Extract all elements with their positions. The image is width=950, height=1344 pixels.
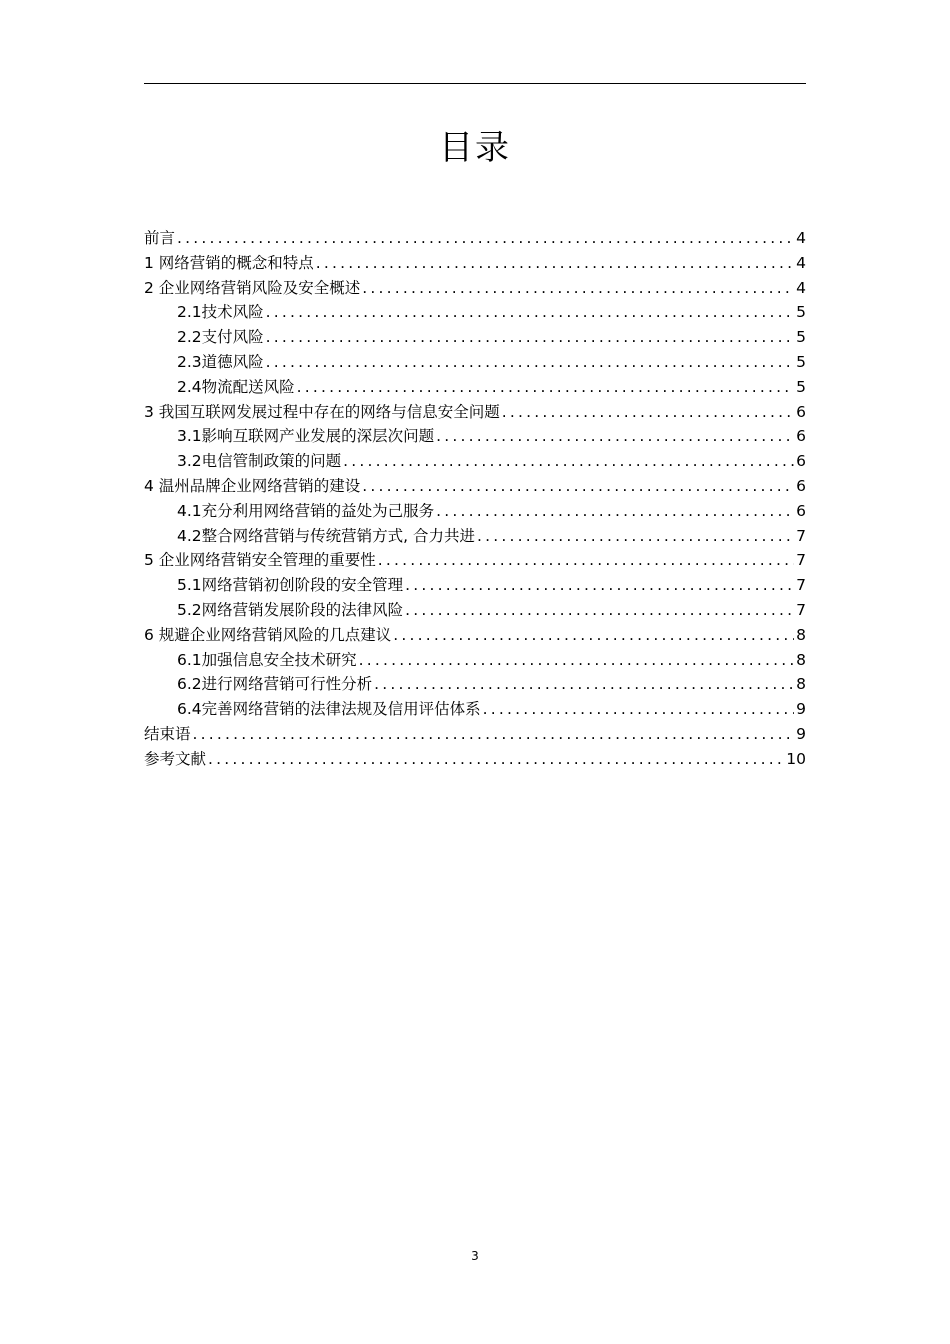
toc-entry-page-number: 6 xyxy=(796,427,806,446)
toc-dot-leader xyxy=(378,548,794,573)
toc-entry-page-number: 5 xyxy=(796,328,806,347)
toc-entry-page-number: 7 xyxy=(796,600,806,619)
toc-entry-page-number: 10 xyxy=(786,749,806,768)
toc-entry[interactable] xyxy=(144,474,806,499)
toc-dot-leader xyxy=(362,474,794,499)
toc-entry-label: 2 企业网络营销风险及安全概述 xyxy=(144,278,361,297)
toc-dot-leader xyxy=(208,747,784,772)
toc-dot-leader xyxy=(374,672,794,697)
toc-entry[interactable] xyxy=(144,276,806,301)
toc-entry[interactable] xyxy=(144,524,806,549)
toc-entry[interactable] xyxy=(144,251,806,276)
toc-dot-leader xyxy=(266,350,794,375)
toc-dot-leader xyxy=(405,598,794,623)
toc-entry[interactable] xyxy=(144,648,806,673)
toc-dot-leader xyxy=(477,524,794,549)
toc-entry[interactable] xyxy=(144,722,806,747)
toc-entry[interactable] xyxy=(144,573,806,598)
toc-entry[interactable] xyxy=(144,598,806,623)
toc-entry-page-number: 4 xyxy=(796,229,806,247)
toc-entry-page-number: 6 xyxy=(796,452,806,471)
toc-dot-leader xyxy=(393,623,794,648)
toc-dot-leader xyxy=(193,722,795,747)
toc-entry-label: 6 规避企业网络营销风险的几点建议 xyxy=(144,625,392,644)
toc-dot-leader xyxy=(359,648,794,673)
toc-entry-label: 4.1充分利用网络营销的益处为己服务 xyxy=(177,501,435,520)
toc-entry[interactable] xyxy=(144,424,806,449)
toc-entry-page-number: 8 xyxy=(796,625,806,644)
toc-entry[interactable] xyxy=(144,449,806,474)
header-rule xyxy=(144,83,806,84)
footer-page-number: 3 xyxy=(471,1249,479,1263)
toc-entry-label: 6.4完善网络营销的法律法规及信用评估体系 xyxy=(177,700,481,719)
toc-dot-leader xyxy=(436,499,794,524)
toc-entry-page-number: 5 xyxy=(796,303,806,322)
toc-dot-leader xyxy=(436,424,794,449)
toc-entry-label: 3.2电信管制政策的问题 xyxy=(177,452,342,471)
toc-entry-page-number: 6 xyxy=(796,402,806,421)
toc-entry-label: 3 我国互联网发展过程中存在的网络与信息安全问题 xyxy=(144,402,500,421)
toc-entry-page-number: 5 xyxy=(796,352,806,371)
toc-entry[interactable] xyxy=(144,623,806,648)
toc-dot-leader xyxy=(405,573,794,598)
toc-entry-page-number: 9 xyxy=(796,700,806,719)
toc-entry-label: 2.3道德风险 xyxy=(177,352,264,371)
toc-entry[interactable] xyxy=(144,672,806,697)
toc-entry-page-number: 8 xyxy=(796,675,806,694)
toc-entry-label: 2.1技术风险 xyxy=(177,303,264,322)
toc-dot-leader xyxy=(343,449,794,474)
toc-entry[interactable] xyxy=(144,226,806,251)
toc-entry-page-number: 7 xyxy=(796,526,806,545)
toc-dot-leader xyxy=(362,276,794,301)
toc-dot-leader xyxy=(266,300,794,325)
toc-entry-label: 3.1影响互联网产业发展的深层次问题 xyxy=(177,427,435,446)
toc-entry-label: 6.1加强信息安全技术研究 xyxy=(177,650,357,669)
toc-entry-label: 1 网络营销的概念和特点 xyxy=(144,253,314,272)
toc-entry-label: 4 温州品牌企业网络营销的建设 xyxy=(144,476,361,495)
toc-entry[interactable] xyxy=(144,697,806,722)
toc-entry[interactable] xyxy=(144,548,806,573)
toc-dot-leader xyxy=(483,697,794,722)
toc-entry-label: 参考文献 xyxy=(144,749,207,768)
toc-entry-page-number: 9 xyxy=(796,724,806,743)
toc-entry-page-number: 7 xyxy=(796,551,806,570)
toc-entry[interactable] xyxy=(144,375,806,400)
toc-entry[interactable] xyxy=(144,300,806,325)
toc-entry[interactable] xyxy=(144,400,806,425)
toc-entry-label: 5.1网络营销初创阶段的安全管理 xyxy=(177,576,404,595)
toc-entry-page-number: 5 xyxy=(796,377,806,396)
toc-entry-label: 6.2进行网络营销可行性分析 xyxy=(177,675,373,694)
toc-dot-leader xyxy=(316,251,794,276)
toc-entry-label: 结束语 xyxy=(144,724,191,743)
toc-entry-label: 前言 xyxy=(144,229,176,247)
toc-dot-leader xyxy=(297,375,794,400)
toc-entry-label: 2.4物流配送风险 xyxy=(177,377,295,396)
toc-entry-page-number: 7 xyxy=(796,576,806,595)
toc-entry-label: 5 企业网络营销安全管理的重要性 xyxy=(144,551,376,570)
toc-entry[interactable] xyxy=(144,499,806,524)
page-title: 目录 xyxy=(439,128,511,168)
toc-entry-page-number: 6 xyxy=(796,476,806,495)
toc-entry-label: 5.2网络营销发展阶段的法律风险 xyxy=(177,600,404,619)
toc-entry[interactable] xyxy=(144,350,806,375)
toc-entry-label: 4.2整合网络营销与传统营销方式, 合力共进 xyxy=(177,526,476,545)
toc-entry[interactable] xyxy=(144,325,806,350)
toc-entry-page-number: 8 xyxy=(796,650,806,669)
toc-entry[interactable] xyxy=(144,747,806,772)
toc-dot-leader xyxy=(266,325,794,350)
toc-dot-leader xyxy=(502,400,794,425)
toc-entry-page-number: 4 xyxy=(796,278,806,297)
toc-entry-label: 2.2支付风险 xyxy=(177,328,264,347)
table-of-contents xyxy=(144,226,806,772)
toc-dot-leader xyxy=(177,226,794,251)
toc-entry-page-number: 6 xyxy=(796,501,806,520)
toc-entry-page-number: 4 xyxy=(796,253,806,272)
